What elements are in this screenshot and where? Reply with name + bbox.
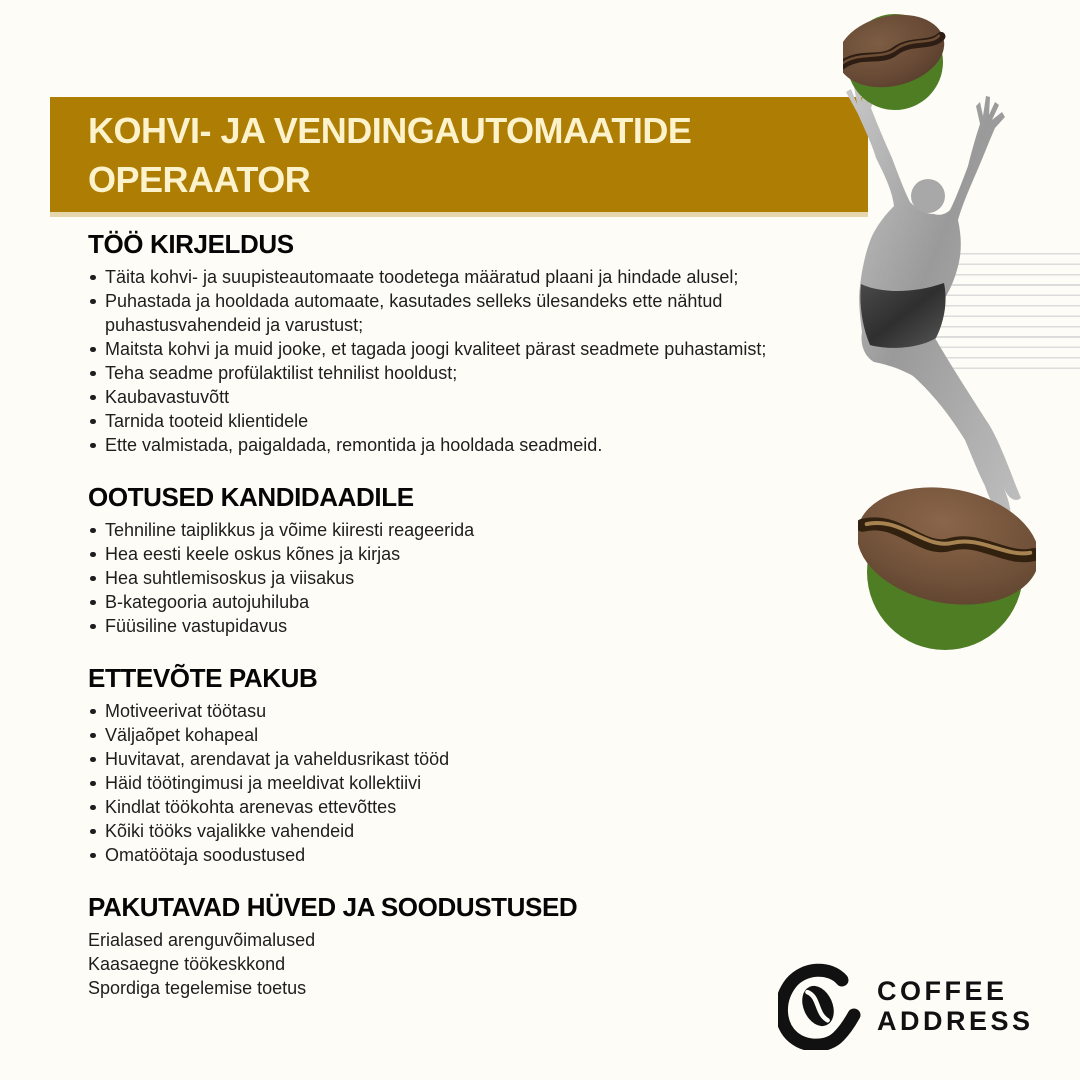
coffee-bean-at-icon [778, 962, 862, 1050]
job-title-banner [50, 97, 868, 212]
list-item: B-kategooria autojuhiluba [88, 590, 818, 614]
list-item: Teha seadme profülaktilist tehnilist hooldust; [88, 361, 818, 385]
section-list-candidate-expectations [88, 518, 818, 638]
section-candidate-expectations [88, 483, 818, 638]
list-item: Hea suhtlemisoskus ja viisakus [88, 566, 818, 590]
job-title-line1: KOHVI- JA VENDINGAUTOMAATIDE [88, 109, 692, 151]
coffee-bean-top-image [843, 6, 949, 110]
section-heading-candidate-expectations: OOTUSED KANDIDAADILE [88, 482, 414, 512]
content-sections [88, 230, 818, 1000]
section-list-benefits [88, 928, 818, 1000]
logo-text-coffee: COFFEE [877, 976, 1008, 1006]
list-item: Tehniline taiplikkus ja võime kiiresti reageerida [88, 518, 818, 542]
section-list-job-description [88, 265, 818, 457]
list-item: Füüsiline vastupidavus [88, 614, 818, 638]
section-job-description [88, 230, 818, 457]
list-item: Motiveerivat töötasu [88, 699, 818, 723]
list-item: Omatöötaja soodustused [88, 843, 818, 867]
logo-text-address: ADDRESS [877, 1006, 1034, 1036]
jumping-man-image [840, 78, 1040, 523]
list-item: Täita kohvi- ja suupisteautomaate toodetega määratud plaani ja hindade alusel; [88, 265, 818, 289]
list-item: Ette valmistada, paigaldada, remontida ja hooldada seadmeid. [88, 433, 818, 457]
list-item: Huvitavat, arendavat ja vaheldusrikast tööd [88, 747, 818, 771]
list-item: Erialased arenguvõimalused [88, 930, 316, 950]
coffee-address-logo [778, 962, 1034, 1050]
section-heading-benefits: PAKUTAVAD HÜVED JA SOODUSTUSED [88, 892, 578, 922]
section-heading-company-offers: ETTEVÕTE PAKUB [88, 663, 318, 693]
list-item: Puhastada ja hooldada automaate, kasutades selleks ülesandeks ette nähtud puhastusvahendeid ja varustust; [88, 289, 818, 337]
list-item: Kaasaegne töökeskkond [88, 954, 286, 974]
section-heading-job-description: TÖÖ KIRJELDUS [88, 229, 294, 259]
coffee-bean-middle-image [858, 484, 1036, 650]
list-item: Väljaõpet kohapeal [88, 723, 818, 747]
list-item: Maitsta kohvi ja muid jooke, et tagada joogi kvaliteet pärast seadmete puhastamist; [88, 337, 818, 361]
list-item: Kindlat töökohta arenevas ettevõttes [88, 795, 818, 819]
section-list-company-offers [88, 699, 818, 867]
job-title-line2: OPERAATOR [88, 158, 311, 200]
list-item: Häid töötingimusi ja meeldivat kollektiivi [88, 771, 818, 795]
list-item: Kõiki tööks vajalikke vahendeid [88, 819, 818, 843]
list-item: Kaubavastuvõtt [88, 385, 818, 409]
logo-text [877, 976, 1034, 1036]
section-company-offers [88, 664, 818, 867]
list-item: Spordiga tegelemise toetus [88, 978, 307, 998]
section-benefits [88, 893, 818, 1000]
list-item: Tarnida tooteid klientidele [88, 409, 818, 433]
list-item: Hea eesti keele oskus kõnes ja kirjas [88, 542, 818, 566]
